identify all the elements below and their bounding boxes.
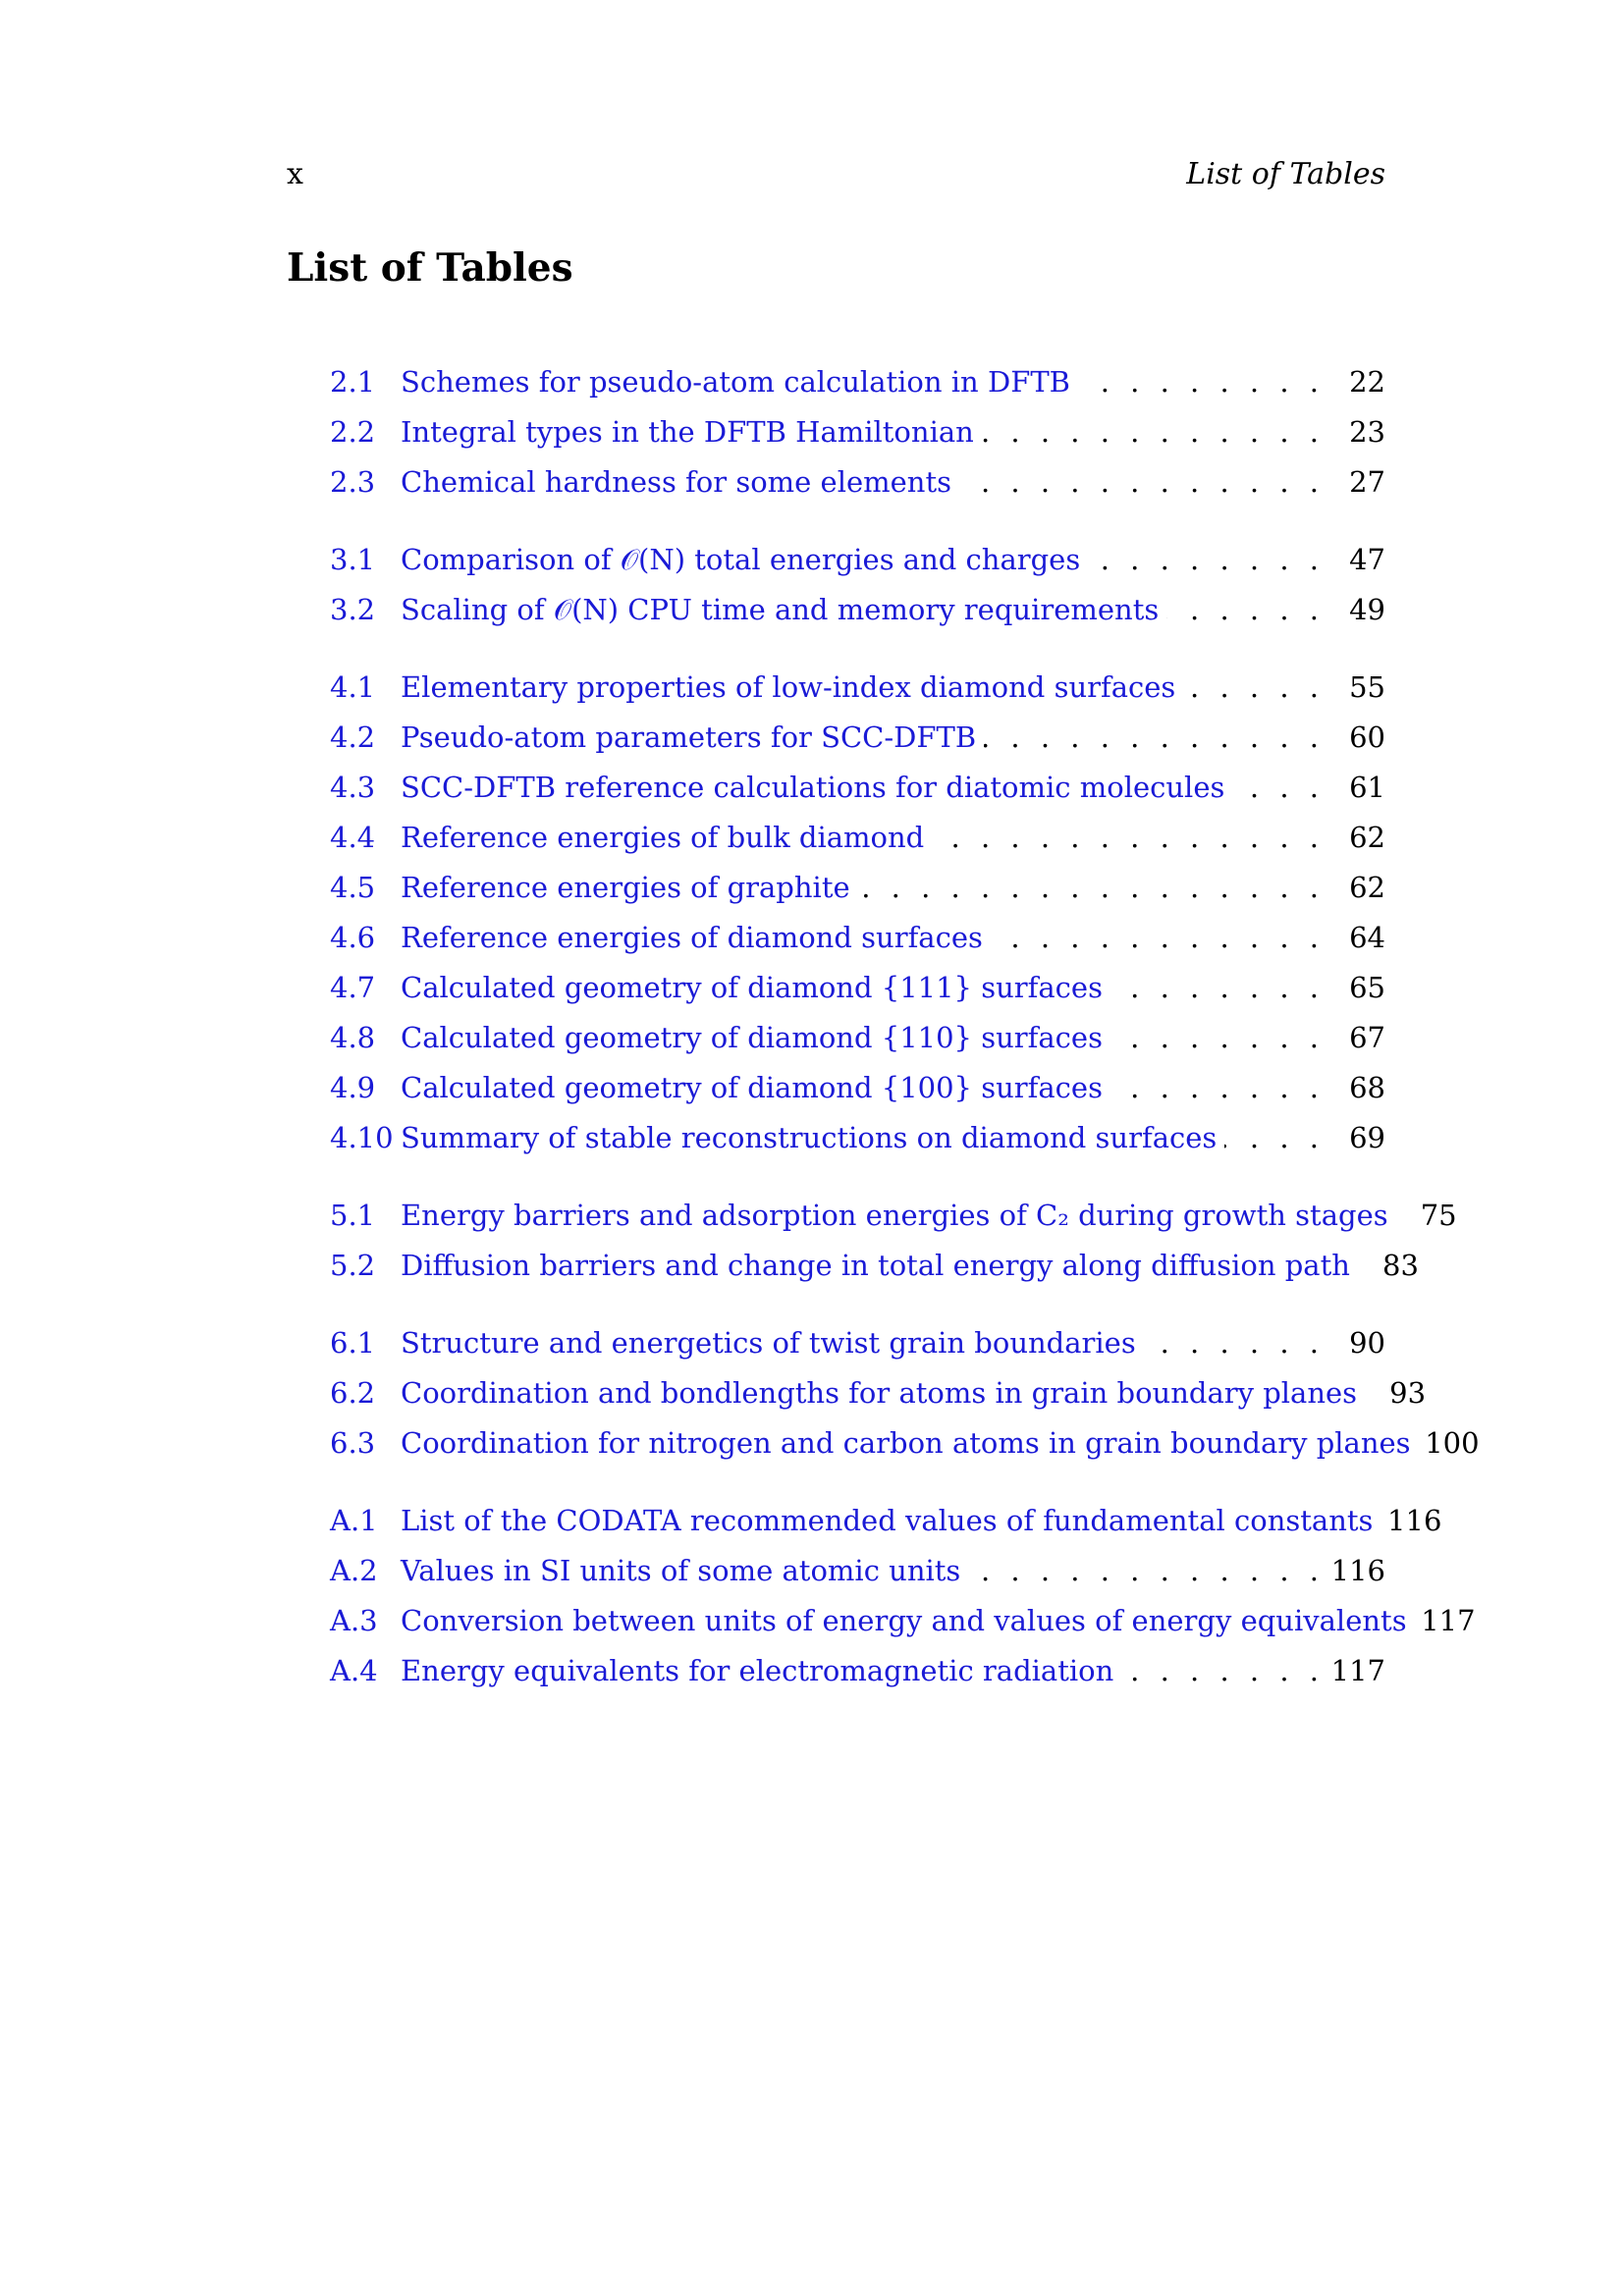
table-title-link[interactable]: SCC-DFTB reference calculations for diatomic molecules [401,771,1225,804]
table-title-link[interactable]: Energy barriers and adsorption energies of C₂ during growth stages [401,1199,1388,1232]
dot-leader [1232,771,1325,804]
table-number-link[interactable]: A.3 [330,1604,378,1637]
page-number-ref: 49 [1349,593,1385,626]
table-title-link[interactable]: Values in SI units of some atomic units [401,1554,961,1587]
table-title-link[interactable]: Calculated geometry of diamond {110} surfaces [401,1021,1103,1054]
table-title-link[interactable]: Integral types in the DFTB Hamiltonian [401,415,974,449]
page-number-ref: 83 [1382,1249,1419,1282]
table-number-link[interactable]: 2.1 [330,365,376,399]
toc-group [330,1504,1476,1704]
table-number-link[interactable]: 4.6 [330,921,376,954]
table-title-link[interactable]: List of the CODATA recommended values of fundamental constants [401,1504,1374,1537]
table-number-link[interactable]: 4.9 [330,1071,376,1104]
toc-entry[interactable] [330,1376,1427,1426]
toc-entry[interactable] [330,1121,1385,1171]
page-number-ref: 22 [1349,365,1385,399]
toc-entry[interactable] [330,971,1385,1021]
dot-leader [1121,1654,1325,1687]
page-number-ref: 117 [1330,1654,1385,1687]
table-title-link[interactable]: Reference energies of bulk diamond [401,821,925,854]
page-number-ref: 47 [1349,543,1385,576]
toc-group [330,365,1385,515]
table-title-link[interactable]: Calculated geometry of diamond {100} surfaces [401,1071,1103,1104]
toc-entry[interactable] [330,721,1385,771]
toc-entry[interactable] [330,1604,1476,1654]
page-number-ref: 116 [1387,1504,1442,1537]
dot-leader [1110,1071,1325,1104]
toc-entry[interactable] [330,1426,1480,1476]
page-number-ref: 60 [1349,721,1385,754]
page-number-ref: 90 [1349,1326,1385,1360]
table-title-link[interactable]: Coordination and bondlengths for atoms in grain boundary planes [401,1376,1358,1410]
page-title: List of Tables [287,245,573,291]
page-number-ref: 93 [1389,1376,1427,1410]
dot-leader [1110,971,1325,1004]
toc-group [330,1326,1480,1476]
page-number-ref: 69 [1349,1121,1385,1154]
toc-entry[interactable] [330,415,1385,465]
table-number-link[interactable]: 4.1 [330,670,376,704]
toc-entry[interactable] [330,1326,1385,1376]
table-title-link[interactable]: Diffusion barriers and change in total energy along diffusion path [401,1249,1350,1282]
toc-entry[interactable] [330,365,1385,415]
table-number-link[interactable]: 4.4 [330,821,376,854]
dot-leader [982,415,1325,449]
table-title-link[interactable]: Chemical hardness for some elements [401,465,952,499]
table-title-link[interactable]: Energy equivalents for electromagnetic radiation [401,1654,1114,1687]
page-number-ref: 65 [1349,971,1385,1004]
page-number-ref: 61 [1349,771,1385,804]
table-number-link[interactable]: 4.5 [330,871,376,904]
table-title-link[interactable]: Structure and energetics of twist grain boundaries [401,1326,1136,1360]
dot-leader [858,871,1325,904]
table-number-link[interactable]: 6.1 [330,1326,376,1360]
table-number-link[interactable]: 4.3 [330,771,376,804]
table-number-link[interactable]: 3.1 [330,543,376,576]
page-number-ref: 27 [1349,465,1385,499]
table-title-link[interactable]: Elementary properties of low-index diamond surfaces [401,670,1176,704]
table-number-link[interactable]: 4.7 [330,971,376,1004]
toc-entry[interactable] [330,593,1385,643]
toc-group [330,670,1385,1171]
table-title-link[interactable]: Pseudo-atom parameters for SCC-DFTB [401,721,977,754]
toc-entry[interactable] [330,871,1385,921]
table-number-link[interactable]: 6.3 [330,1426,376,1460]
toc-entry[interactable] [330,1199,1457,1249]
table-title-link[interactable]: Summary of stable reconstructions on diamond surfaces [401,1121,1218,1154]
table-title-link[interactable]: Conversion between units of energy and values of energy equivalents [401,1604,1407,1637]
table-number-link[interactable]: 2.2 [330,415,376,449]
table-title-link[interactable]: Schemes for pseudo-atom calculation in DFTB [401,365,1070,399]
table-number-link[interactable]: 6.2 [330,1376,376,1410]
toc-entry[interactable] [330,1654,1385,1704]
toc-entry[interactable] [330,921,1385,971]
toc-entry[interactable] [330,1249,1419,1299]
table-title-link[interactable]: Coordination for nitrogen and carbon atoms in grain boundary planes [401,1426,1411,1460]
dot-leader [968,1554,1325,1587]
toc-entry[interactable] [330,1071,1385,1121]
page-number-ref: 55 [1349,670,1385,704]
dot-leader [959,465,1325,499]
page-number: x [287,157,303,191]
table-title-link[interactable]: Comparison of 𝒪(N) total energies and charges [401,543,1081,576]
table-number-link[interactable]: A.2 [330,1554,378,1587]
table-number-link[interactable]: 5.2 [330,1249,376,1282]
page-number-ref: 100 [1425,1426,1480,1460]
page-number-ref: 116 [1330,1554,1385,1587]
table-number-link[interactable]: 4.8 [330,1021,376,1054]
toc-entry[interactable] [330,1021,1385,1071]
page-number-ref: 23 [1349,415,1385,449]
toc-entry[interactable] [330,670,1385,721]
table-number-link[interactable]: 4.2 [330,721,376,754]
dot-leader [932,821,1325,854]
toc-entry[interactable] [330,771,1385,821]
table-title-link[interactable]: Calculated geometry of diamond {111} surfaces [401,971,1103,1004]
dot-leader [991,921,1325,954]
running-title: List of Tables [1186,157,1385,191]
toc-entry[interactable] [330,821,1385,871]
dot-leader [1078,365,1325,399]
table-number-link[interactable]: A.1 [330,1504,378,1537]
dot-leader [1110,1021,1325,1054]
table-title-link[interactable]: Scaling of 𝒪(N) CPU time and memory requirements [401,593,1160,626]
page-number-ref: 62 [1349,821,1385,854]
toc-entry[interactable] [330,465,1385,515]
page-number-ref: 75 [1420,1199,1457,1232]
table-number-link[interactable]: 3.2 [330,593,376,626]
table-number-link[interactable]: A.4 [330,1654,378,1687]
dot-leader [984,721,1325,754]
toc-entry[interactable] [330,1554,1385,1604]
list-of-tables [330,365,1480,1732]
page-number-ref: 117 [1421,1604,1476,1637]
table-title-link[interactable]: Reference energies of graphite [401,871,850,904]
page-number-ref: 62 [1349,871,1385,904]
running-head [287,157,1385,196]
page-number-ref: 67 [1349,1021,1385,1054]
toc-group [330,1199,1457,1299]
table-title-link[interactable]: Reference energies of diamond surfaces [401,921,983,954]
dot-leader [1144,1326,1325,1360]
table-number-link[interactable]: 5.1 [330,1199,376,1232]
table-number-link[interactable]: 2.3 [330,465,376,499]
toc-entry[interactable] [330,543,1385,593]
dot-leader [1224,1121,1325,1154]
dot-leader [1088,543,1325,576]
table-number-link[interactable]: 4.10 [330,1121,394,1154]
page-number-ref: 68 [1349,1071,1385,1104]
dot-leader [1166,593,1325,626]
toc-entry[interactable] [330,1504,1442,1554]
toc-group [330,543,1385,643]
page-number-ref: 64 [1349,921,1385,954]
dot-leader [1183,670,1325,704]
